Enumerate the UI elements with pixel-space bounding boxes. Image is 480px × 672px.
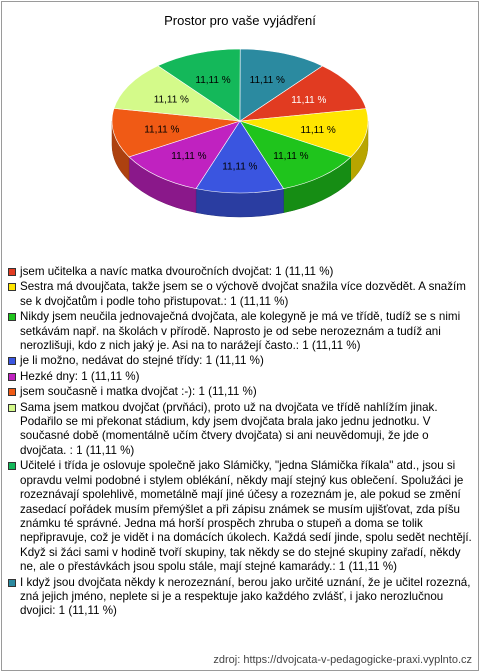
legend-swatch bbox=[8, 373, 16, 381]
legend-label: Sama jsem matkou dvojčat (prvňáci), proto už na dvojčata ve třídě nahlížím jinak. Podařilo se mi překonat stádium, kdy jsem dvojčata brala jako jednu jednotku. V současné době (momentálně učím čtvery dvojčata) si ani neuvědomuji, že jde o dvojčata. : 1 (11,11 %) bbox=[20, 400, 438, 457]
legend-swatch bbox=[8, 404, 16, 412]
chart-title: Prostor pro vaše vyjádření bbox=[164, 13, 316, 28]
source-note: zdroj: https://dvojcata-v-pedagogicke-praxi.vyplnto.cz bbox=[213, 654, 472, 666]
legend-item bbox=[8, 354, 474, 368]
legend-item bbox=[8, 401, 474, 459]
legend-label: Nikdy jsem neučila jednovaječná dvojčata, ale kolegyně je má ve třídě, tudíž se s nimi setkávám např. na školách v přírodě. Naprosto je od sebe nerozeznám a tudíž ani nerozlišuji, kdo z nich jaký je. Asi na to narážejí často.: 1 (11,11 %) bbox=[20, 310, 461, 353]
legend-item bbox=[8, 459, 474, 574]
legend-item bbox=[8, 370, 474, 384]
legend-swatch bbox=[8, 268, 16, 276]
legend-item bbox=[8, 310, 474, 353]
legend-swatch bbox=[8, 313, 16, 321]
legend-item bbox=[8, 280, 474, 309]
legend-swatch bbox=[8, 462, 16, 470]
pie-slice-label: 11,11 % bbox=[144, 124, 180, 136]
legend-label: I když jsou dvojčata někdy k nerozeznání, berou jako určité uznání, že je učitel rozezná, zná jejich jméno, neplete si je a respektuje jako každého zvlášť, i jako nerozlučnou dvojici: 1 (11,11 %) bbox=[20, 575, 471, 618]
chart-legend bbox=[8, 265, 474, 620]
legend-label: Učitelé i třída je oslovuje společně jako Slámičky, "jedna Slámička říkala" atd., jsou si opravdu velmi podobné i stylem oblékání, někdy mají stejný kus oblečení. Spolužáci je rozeznávají spolehlivě, mometálně mají jiné účesy a rozeznám je, ale pokud se změní zasedací pořádek musím přemýšlet a při zápisu známek se musím ujišťovat, zda píšu známku té správné. Jedna má horší prospěch zhruba o stupeň a doma se tolik nepřipravuje, což je vidět i na domácích úkolech. Každá sedí jinde, spolu sedět nechtějí. Když si žáci sami v hodině tvoří skupiny, tak někdy se do stejné skupiny zařadí, někdy ne, ale o přestávkách jsou spolu stále, mají stejné kamarády.: 1 (11,11 %) bbox=[20, 459, 472, 574]
legend-label: Hezké dny: 1 (11,11 %) bbox=[20, 369, 140, 383]
legend-swatch bbox=[8, 283, 16, 291]
pie-slice-label: 11,11 % bbox=[249, 75, 285, 87]
legend-swatch bbox=[8, 388, 16, 396]
pie-slice-label: 11,11 % bbox=[153, 94, 189, 106]
pie-slice-label: 11,11 % bbox=[273, 151, 309, 163]
legend-label: Sestra má dvoujčata, takže jsem se o výchově dvojčat snažila více dozvědět. A snažím se k dvojčatům i podle toho přistupovat.: 1 (11,11 %) bbox=[20, 280, 466, 308]
legend-label: jsem současně i matka dvojčat :-): 1 (11,11 %) bbox=[20, 385, 257, 399]
legend-label: jsem učitelka a navíc matka dvouročních dvojčat: 1 (11,11 %) bbox=[20, 265, 334, 278]
legend-item bbox=[8, 576, 474, 619]
pie-slice-label: 11,11 % bbox=[171, 151, 207, 163]
pie-slice-label: 11,11 % bbox=[300, 124, 336, 136]
legend-swatch bbox=[8, 579, 16, 587]
pie-slice-label: 11,11 % bbox=[291, 94, 327, 106]
pie-chart bbox=[0, 0, 480, 260]
legend-label: je li možno, nedávat do stejné třídy: 1 (11,11 %) bbox=[20, 354, 264, 368]
pie-slice-label: 11,11 % bbox=[195, 75, 231, 87]
pie-slice-label: 11,11 % bbox=[222, 161, 258, 173]
legend-item bbox=[8, 385, 474, 399]
legend-swatch bbox=[8, 357, 16, 365]
legend-item bbox=[8, 265, 474, 279]
